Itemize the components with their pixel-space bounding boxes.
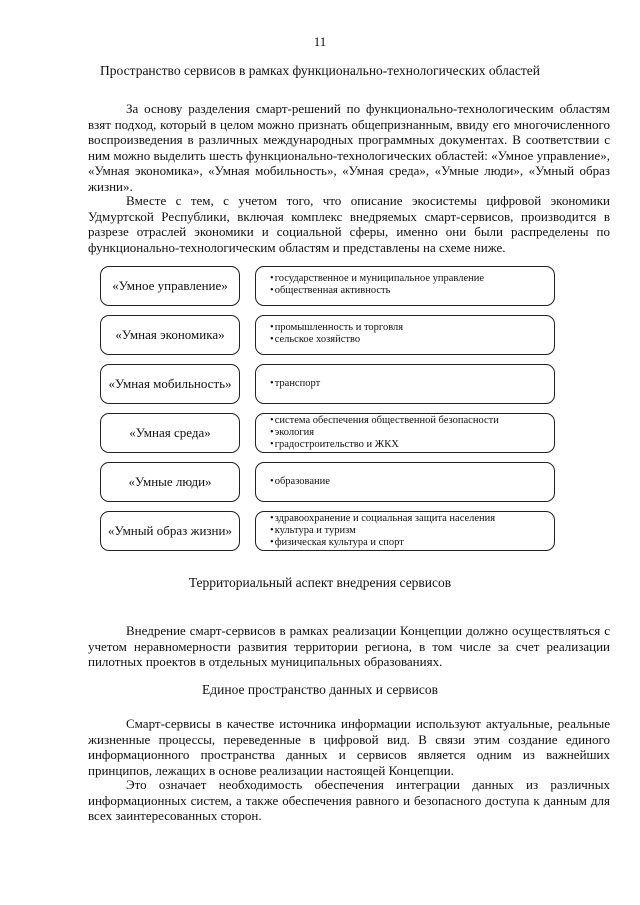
services-box: [255, 315, 555, 355]
paragraph-territorial: Внедрение смарт-сервисов в рамках реализации Концепции должно осуществляться с учетом неравномерности развития территории региона, в том числе за счет реализации пилотных проектов в отдельных муниципальных образованиях.: [88, 623, 610, 669]
paragraph-approach: За основу разделения смарт-решений по функционально-технологическим областям взят подход, который в целом можно признать общепризнанным, ввиду его многочисленного воспроизведения в различных международных программных документах. В соответствии с ним можно выделить шесть функционально-технологических областей: «Умное управление», «Умная экономика», «Умная мобильность», «Умная среда», «Умные люди», «Умный образ жизни».: [88, 101, 610, 194]
services-box: [255, 266, 555, 306]
functional-areas-scheme: [100, 266, 555, 553]
area-box: «Умная мобильность»: [100, 364, 240, 404]
services-box: [255, 511, 555, 551]
section-heading-data-space: Единое пространство данных и сервисов: [202, 682, 438, 697]
service-item: • система обеспечения общественной безопасности: [270, 415, 546, 427]
scheme-row-smart-economy: [100, 315, 555, 357]
service-item: • сельское хозяйство: [270, 334, 546, 346]
paragraph-integration: Это означает необходимость обеспечения интеграции данных из различных информационных систем, а также обеспечения равного и безопасного доступа к данным для всех заинтересованных сторон.: [88, 777, 610, 823]
scheme-row-smart-living: [100, 511, 555, 553]
paragraph-distribution: Вместе с тем, с учетом того, что описание экосистемы цифровой экономики Удмуртской Республики, включая комплекс внедряемых смарт-сервисов, производится в разрезе отраслей экономики и социальной сферы, именно они были распределены по функционально-технологическим областям и представлены на схеме ниже.: [88, 193, 610, 255]
services-box: [255, 413, 555, 453]
service-item: • физическая культура и спорт: [270, 537, 546, 549]
scheme-row-smart-mobility: [100, 364, 555, 406]
area-box: «Умная среда»: [100, 413, 240, 453]
service-item: • транспорт: [270, 378, 320, 390]
scheme-row-smart-people: [100, 462, 555, 504]
service-item: • здравоохранение и социальная защита населения: [270, 513, 546, 525]
area-box: «Умный образ жизни»: [100, 511, 240, 551]
area-box: «Умная экономика»: [100, 315, 240, 355]
service-item: • общественная активность: [270, 285, 546, 297]
area-box: «Умное управление»: [100, 266, 240, 306]
scheme-row-smart-environment: [100, 413, 555, 455]
page-number: 11: [313, 34, 327, 49]
section-heading-territorial: Территориальный аспект внедрения сервисов: [188, 575, 452, 590]
scheme-row-smart-governance: [100, 266, 555, 308]
area-box: «Умные люди»: [100, 462, 240, 502]
service-item: • культура и туризм: [270, 525, 546, 537]
services-box: [255, 364, 555, 404]
service-item: • промышленность и торговля: [270, 322, 546, 334]
services-box: [255, 462, 555, 502]
service-item: • образование: [270, 476, 330, 488]
service-item: • государственное и муниципальное управление: [270, 273, 546, 285]
paragraph-data-space: Смарт-сервисы в качестве источника информации используют актуальные, реальные жизненные процессы, переведенные в цифровой вид. В связи этим создание единого информационного пространства данных и сервисов является одним из важнейших принципов, лежащих в основе реализации настоящей Концепции.: [88, 716, 610, 778]
service-item: • экология: [270, 427, 546, 439]
service-item: • градостроительство и ЖКХ: [270, 439, 546, 451]
section-heading-functional-areas: Пространство сервисов в рамках функционально-технологических областей: [100, 63, 540, 78]
